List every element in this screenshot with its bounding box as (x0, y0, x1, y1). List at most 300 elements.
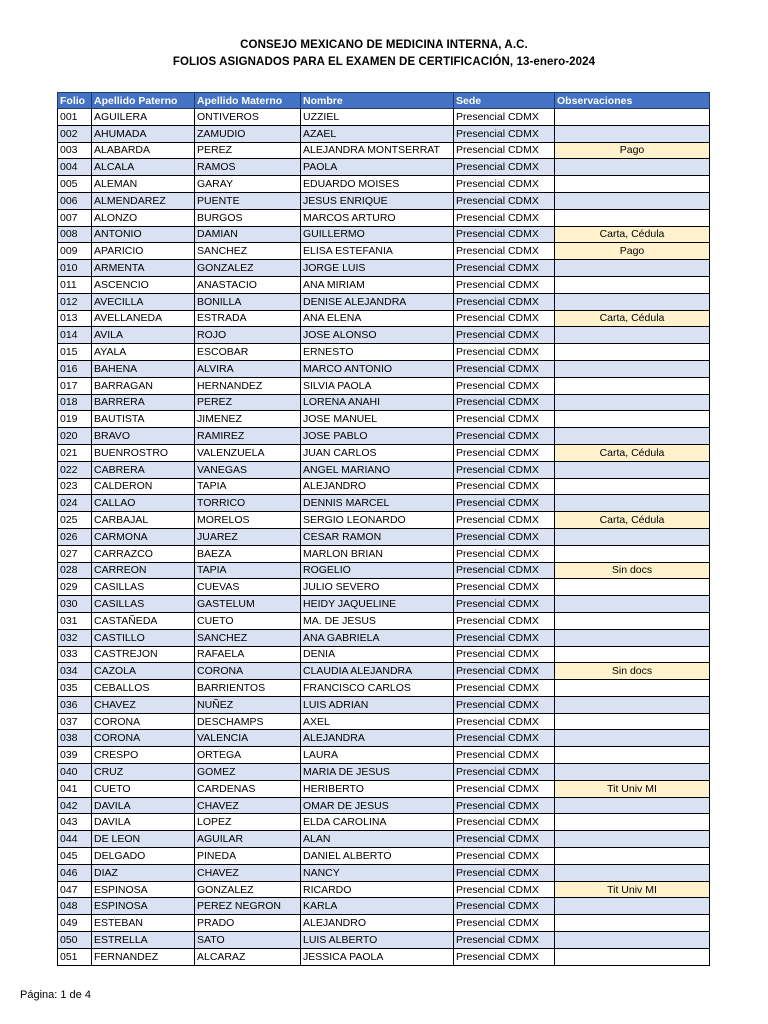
cell-apellido-paterno: CASTAÑEDA (92, 612, 195, 629)
cell-sede: Presencial CDMX (454, 142, 555, 159)
cell-apellido-paterno: ESTRELLA (92, 932, 195, 949)
cell-apellido-paterno: ALMENDAREZ (92, 192, 195, 209)
cell-sede: Presencial CDMX (454, 646, 555, 663)
cell-observaciones: Carta, Cédula (555, 310, 710, 327)
cell-apellido-materno: GOMEZ (195, 764, 301, 781)
cell-nombre: DENISE ALEJANDRA (301, 293, 454, 310)
cell-apellido-materno: CHAVEZ (195, 797, 301, 814)
cell-apellido-paterno: CORONA (92, 730, 195, 747)
cell-folio: 032 (58, 629, 92, 646)
cell-nombre: OMAR DE JESUS (301, 797, 454, 814)
cell-observaciones: Sin docs (555, 562, 710, 579)
cell-apellido-paterno: CRUZ (92, 764, 195, 781)
cell-observaciones (555, 428, 710, 445)
cell-observaciones (555, 293, 710, 310)
cell-observaciones (555, 646, 710, 663)
column-header-folio: Folio (58, 93, 92, 109)
table-row (58, 579, 710, 596)
cell-apellido-paterno: ALCALA (92, 159, 195, 176)
cell-observaciones (555, 109, 710, 126)
cell-observaciones (555, 848, 710, 865)
table-row (58, 360, 710, 377)
cell-nombre: JESSICA PAOLA (301, 948, 454, 965)
cell-apellido-materno: PEREZ (195, 142, 301, 159)
table-row (58, 915, 710, 932)
cell-apellido-materno: GARAY (195, 176, 301, 193)
cell-folio: 024 (58, 495, 92, 512)
cell-apellido-paterno: CAZOLA (92, 663, 195, 680)
cell-nombre: JUAN CARLOS (301, 444, 454, 461)
cell-nombre: ELISA ESTEFANIA (301, 243, 454, 260)
cell-nombre: MARLON BRIAN (301, 545, 454, 562)
cell-observaciones (555, 209, 710, 226)
cell-folio: 028 (58, 562, 92, 579)
column-header-apellido-paterno: Apellido Paterno (92, 93, 195, 109)
cell-apellido-paterno: AVELLANEDA (92, 310, 195, 327)
cell-apellido-paterno: CASTREJON (92, 646, 195, 663)
cell-sede: Presencial CDMX (454, 276, 555, 293)
table-row (58, 192, 710, 209)
cell-sede: Presencial CDMX (454, 814, 555, 831)
table-row (58, 243, 710, 260)
cell-nombre: PAOLA (301, 159, 454, 176)
cell-apellido-paterno: BARRERA (92, 394, 195, 411)
table-header-row (58, 93, 710, 109)
cell-sede: Presencial CDMX (454, 780, 555, 797)
cell-apellido-materno: GONZALEZ (195, 881, 301, 898)
cell-folio: 041 (58, 780, 92, 797)
cell-folio: 049 (58, 915, 92, 932)
cell-nombre: ALEJANDRA MONTSERRAT (301, 142, 454, 159)
cell-nombre: LORENA ANAHI (301, 394, 454, 411)
cell-apellido-paterno: ANTONIO (92, 226, 195, 243)
table-row (58, 797, 710, 814)
cell-observaciones: Carta, Cédula (555, 512, 710, 529)
table-row (58, 881, 710, 898)
cell-folio: 047 (58, 881, 92, 898)
cell-apellido-paterno: CARREON (92, 562, 195, 579)
cell-sede: Presencial CDMX (454, 747, 555, 764)
cell-sede: Presencial CDMX (454, 159, 555, 176)
cell-apellido-materno: MORELOS (195, 512, 301, 529)
cell-apellido-paterno: BARRAGAN (92, 377, 195, 394)
table-row (58, 344, 710, 361)
cell-nombre: ALEJANDRO (301, 478, 454, 495)
cell-folio: 027 (58, 545, 92, 562)
cell-observaciones (555, 915, 710, 932)
table-row (58, 125, 710, 142)
cell-folio: 011 (58, 276, 92, 293)
cell-apellido-paterno: ESTEBAN (92, 915, 195, 932)
cell-apellido-paterno: DELGADO (92, 848, 195, 865)
cell-observaciones: Pago (555, 243, 710, 260)
table-row (58, 109, 710, 126)
cell-apellido-materno: PRADO (195, 915, 301, 932)
table-row (58, 864, 710, 881)
cell-apellido-materno: VANEGAS (195, 461, 301, 478)
cell-sede: Presencial CDMX (454, 730, 555, 747)
cell-apellido-paterno: CUETO (92, 780, 195, 797)
cell-observaciones (555, 159, 710, 176)
cell-nombre: MARCOS ARTURO (301, 209, 454, 226)
cell-observaciones (555, 579, 710, 596)
cell-apellido-materno: BONILLA (195, 293, 301, 310)
cell-apellido-materno: ALCARAZ (195, 948, 301, 965)
cell-sede: Presencial CDMX (454, 831, 555, 848)
cell-observaciones (555, 680, 710, 697)
cell-folio: 031 (58, 612, 92, 629)
cell-nombre: LUIS ALBERTO (301, 932, 454, 949)
cell-folio: 020 (58, 428, 92, 445)
cell-sede: Presencial CDMX (454, 864, 555, 881)
cell-sede: Presencial CDMX (454, 360, 555, 377)
cell-sede: Presencial CDMX (454, 764, 555, 781)
cell-observaciones (555, 932, 710, 949)
cell-sede: Presencial CDMX (454, 444, 555, 461)
cell-sede: Presencial CDMX (454, 696, 555, 713)
cell-apellido-paterno: AVECILLA (92, 293, 195, 310)
table-row (58, 646, 710, 663)
cell-observaciones (555, 831, 710, 848)
cell-folio: 029 (58, 579, 92, 596)
cell-sede: Presencial CDMX (454, 125, 555, 142)
cell-sede: Presencial CDMX (454, 932, 555, 949)
table-row (58, 545, 710, 562)
cell-sede: Presencial CDMX (454, 528, 555, 545)
cell-apellido-materno: GASTELUM (195, 596, 301, 613)
cell-apellido-materno: HERNANDEZ (195, 377, 301, 394)
cell-apellido-materno: PEREZ (195, 394, 301, 411)
cell-nombre: ANA MIRIAM (301, 276, 454, 293)
cell-folio: 010 (58, 260, 92, 277)
cell-observaciones: Pago (555, 142, 710, 159)
cell-folio: 037 (58, 713, 92, 730)
cell-folio: 005 (58, 176, 92, 193)
cell-nombre: ANGEL MARIANO (301, 461, 454, 478)
table-row (58, 730, 710, 747)
cell-apellido-paterno: CASTILLO (92, 629, 195, 646)
cell-nombre: DENIA (301, 646, 454, 663)
column-header-sede: Sede (454, 93, 555, 109)
table-row (58, 276, 710, 293)
cell-sede: Presencial CDMX (454, 948, 555, 965)
cell-sede: Presencial CDMX (454, 545, 555, 562)
table-row (58, 394, 710, 411)
cell-observaciones (555, 864, 710, 881)
cell-sede: Presencial CDMX (454, 293, 555, 310)
cell-folio: 006 (58, 192, 92, 209)
cell-sede: Presencial CDMX (454, 898, 555, 915)
cell-folio: 014 (58, 327, 92, 344)
cell-observaciones (555, 528, 710, 545)
cell-sede: Presencial CDMX (454, 562, 555, 579)
cell-apellido-paterno: ARMENTA (92, 260, 195, 277)
cell-apellido-paterno: BRAVO (92, 428, 195, 445)
cell-apellido-paterno: BAHENA (92, 360, 195, 377)
cell-apellido-paterno: CARMONA (92, 528, 195, 545)
cell-apellido-materno: ROJO (195, 327, 301, 344)
cell-folio: 048 (58, 898, 92, 915)
cell-nombre: HEIDY JAQUELINE (301, 596, 454, 613)
cell-sede: Presencial CDMX (454, 461, 555, 478)
table-row (58, 444, 710, 461)
cell-nombre: JOSE ALONSO (301, 327, 454, 344)
cell-sede: Presencial CDMX (454, 478, 555, 495)
table-row (58, 696, 710, 713)
cell-apellido-materno: DAMIAN (195, 226, 301, 243)
cell-observaciones (555, 461, 710, 478)
cell-apellido-materno: ANASTACIO (195, 276, 301, 293)
cell-folio: 040 (58, 764, 92, 781)
cell-apellido-materno: CARDENAS (195, 780, 301, 797)
cell-folio: 009 (58, 243, 92, 260)
table-row (58, 293, 710, 310)
cell-apellido-paterno: ALONZO (92, 209, 195, 226)
cell-folio: 036 (58, 696, 92, 713)
cell-nombre: HERIBERTO (301, 780, 454, 797)
cell-observaciones (555, 344, 710, 361)
cell-folio: 017 (58, 377, 92, 394)
cell-apellido-materno: RAMIREZ (195, 428, 301, 445)
table-row (58, 495, 710, 512)
cell-observaciones: Carta, Cédula (555, 444, 710, 461)
cell-observaciones (555, 814, 710, 831)
cell-observaciones (555, 478, 710, 495)
cell-nombre: SILVIA PAOLA (301, 377, 454, 394)
cell-nombre: AXEL (301, 713, 454, 730)
table-row (58, 814, 710, 831)
table-row (58, 310, 710, 327)
cell-observaciones (555, 394, 710, 411)
cell-apellido-materno: PUENTE (195, 192, 301, 209)
cell-observaciones (555, 377, 710, 394)
cell-apellido-materno: JUAREZ (195, 528, 301, 545)
table-row (58, 377, 710, 394)
cell-observaciones (555, 192, 710, 209)
table-row (58, 680, 710, 697)
cell-observaciones (555, 764, 710, 781)
cell-folio: 015 (58, 344, 92, 361)
cell-nombre: ANA GABRIELA (301, 629, 454, 646)
cell-nombre: AZAEL (301, 125, 454, 142)
cell-apellido-materno: TAPIA (195, 562, 301, 579)
cell-nombre: JESUS ENRIQUE (301, 192, 454, 209)
cell-sede: Presencial CDMX (454, 915, 555, 932)
cell-sede: Presencial CDMX (454, 192, 555, 209)
cell-apellido-paterno: CARRAZCO (92, 545, 195, 562)
cell-sede: Presencial CDMX (454, 797, 555, 814)
cell-observaciones (555, 276, 710, 293)
cell-observaciones (555, 948, 710, 965)
cell-sede: Presencial CDMX (454, 579, 555, 596)
cell-observaciones: Sin docs (555, 663, 710, 680)
cell-sede: Presencial CDMX (454, 713, 555, 730)
cell-nombre: LAURA (301, 747, 454, 764)
cell-folio: 042 (58, 797, 92, 814)
cell-nombre: MARCO ANTONIO (301, 360, 454, 377)
cell-apellido-materno: TAPIA (195, 478, 301, 495)
cell-nombre: ALEJANDRA (301, 730, 454, 747)
cell-apellido-materno: ESCOBAR (195, 344, 301, 361)
cell-apellido-paterno: AYALA (92, 344, 195, 361)
cell-folio: 013 (58, 310, 92, 327)
document-subtitle: FOLIOS ASIGNADOS PARA EL EXAMEN DE CERTIFICACIÓN, 13-enero-2024 (172, 56, 596, 68)
table-row (58, 932, 710, 949)
cell-sede: Presencial CDMX (454, 495, 555, 512)
table-row (58, 663, 710, 680)
cell-apellido-materno: AGUILAR (195, 831, 301, 848)
cell-folio: 018 (58, 394, 92, 411)
cell-nombre: SERGIO LEONARDO (301, 512, 454, 529)
cell-nombre: JOSE MANUEL (301, 411, 454, 428)
cell-apellido-paterno: CALLAO (92, 495, 195, 512)
cell-folio: 030 (58, 596, 92, 613)
cell-apellido-materno: SANCHEZ (195, 243, 301, 260)
cell-sede: Presencial CDMX (454, 310, 555, 327)
cell-apellido-materno: LOPEZ (195, 814, 301, 831)
cell-apellido-paterno: CARBAJAL (92, 512, 195, 529)
cell-sede: Presencial CDMX (454, 428, 555, 445)
cell-sede: Presencial CDMX (454, 209, 555, 226)
cell-sede: Presencial CDMX (454, 663, 555, 680)
cell-apellido-materno: SATO (195, 932, 301, 949)
cell-sede: Presencial CDMX (454, 881, 555, 898)
cell-sede: Presencial CDMX (454, 109, 555, 126)
cell-apellido-paterno: DAVILA (92, 814, 195, 831)
cell-observaciones (555, 360, 710, 377)
cell-sede: Presencial CDMX (454, 394, 555, 411)
cell-folio: 050 (58, 932, 92, 949)
document-title: CONSEJO MEXICANO DE MEDICINA INTERNA, A.C. (240, 39, 528, 51)
cell-sede: Presencial CDMX (454, 596, 555, 613)
cell-apellido-paterno: FERNANDEZ (92, 948, 195, 965)
cell-observaciones (555, 747, 710, 764)
table-row (58, 780, 710, 797)
cell-nombre: ALEJANDRO (301, 915, 454, 932)
table-row (58, 848, 710, 865)
table-row (58, 327, 710, 344)
cell-apellido-paterno: CASILLAS (92, 579, 195, 596)
cell-folio: 044 (58, 831, 92, 848)
cell-apellido-materno: NUÑEZ (195, 696, 301, 713)
table-row (58, 948, 710, 965)
cell-nombre: MA. DE JESUS (301, 612, 454, 629)
cell-folio: 035 (58, 680, 92, 697)
table-row (58, 176, 710, 193)
cell-nombre: MARIA DE JESUS (301, 764, 454, 781)
cell-apellido-paterno: CEBALLOS (92, 680, 195, 697)
table-row (58, 831, 710, 848)
cell-apellido-paterno: BAUTISTA (92, 411, 195, 428)
cell-apellido-paterno: ALEMAN (92, 176, 195, 193)
cell-apellido-materno: ZAMUDIO (195, 125, 301, 142)
cell-apellido-materno: CORONA (195, 663, 301, 680)
cell-sede: Presencial CDMX (454, 848, 555, 865)
cell-folio: 025 (58, 512, 92, 529)
cell-nombre: CLAUDIA ALEJANDRA (301, 663, 454, 680)
cell-sede: Presencial CDMX (454, 260, 555, 277)
cell-apellido-paterno: DAVILA (92, 797, 195, 814)
cell-observaciones (555, 898, 710, 915)
cell-folio: 022 (58, 461, 92, 478)
cell-folio: 016 (58, 360, 92, 377)
table-row (58, 562, 710, 579)
table-row (58, 612, 710, 629)
cell-folio: 023 (58, 478, 92, 495)
cell-folio: 008 (58, 226, 92, 243)
cell-folio: 034 (58, 663, 92, 680)
cell-folio: 039 (58, 747, 92, 764)
cell-sede: Presencial CDMX (454, 226, 555, 243)
cell-nombre: DANIEL ALBERTO (301, 848, 454, 865)
cell-observaciones (555, 327, 710, 344)
cell-apellido-paterno: APARICIO (92, 243, 195, 260)
table-row (58, 209, 710, 226)
cell-folio: 021 (58, 444, 92, 461)
cell-observaciones: Tit Univ MI (555, 881, 710, 898)
table-row (58, 898, 710, 915)
cell-observaciones (555, 176, 710, 193)
cell-apellido-materno: JIMENEZ (195, 411, 301, 428)
table-row (58, 764, 710, 781)
table-row (58, 512, 710, 529)
cell-apellido-paterno: AVILA (92, 327, 195, 344)
cell-sede: Presencial CDMX (454, 344, 555, 361)
cell-observaciones (555, 260, 710, 277)
cell-apellido-paterno: ESPINOSA (92, 881, 195, 898)
cell-nombre: ERNESTO (301, 344, 454, 361)
cell-folio: 012 (58, 293, 92, 310)
cell-apellido-materno: DESCHAMPS (195, 713, 301, 730)
cell-sede: Presencial CDMX (454, 680, 555, 697)
cell-apellido-materno: GONZALEZ (195, 260, 301, 277)
folios-table (57, 92, 710, 966)
cell-nombre: ROGELIO (301, 562, 454, 579)
cell-nombre: FRANCISCO CARLOS (301, 680, 454, 697)
table-row (58, 428, 710, 445)
table-row (58, 747, 710, 764)
cell-apellido-paterno: CALDERON (92, 478, 195, 495)
cell-nombre: UZZIEL (301, 109, 454, 126)
cell-observaciones (555, 713, 710, 730)
cell-apellido-paterno: DIAZ (92, 864, 195, 881)
cell-observaciones (555, 545, 710, 562)
cell-apellido-materno: BURGOS (195, 209, 301, 226)
cell-apellido-paterno: CHAVEZ (92, 696, 195, 713)
cell-apellido-materno: PEREZ NEGRON (195, 898, 301, 915)
table-row (58, 260, 710, 277)
cell-folio: 051 (58, 948, 92, 965)
cell-folio: 033 (58, 646, 92, 663)
cell-apellido-paterno: ESPINOSA (92, 898, 195, 915)
cell-apellido-paterno: AGUILERA (92, 109, 195, 126)
cell-nombre: RICARDO (301, 881, 454, 898)
table-row (58, 411, 710, 428)
cell-nombre: JOSE PABLO (301, 428, 454, 445)
cell-sede: Presencial CDMX (454, 176, 555, 193)
cell-apellido-paterno: DE LEON (92, 831, 195, 848)
column-header-apellido-materno: Apellido Materno (195, 93, 301, 109)
column-header-observaciones: Observaciones (555, 93, 710, 109)
cell-apellido-materno: CUETO (195, 612, 301, 629)
cell-observaciones (555, 495, 710, 512)
cell-nombre: EDUARDO MOISES (301, 176, 454, 193)
cell-sede: Presencial CDMX (454, 612, 555, 629)
table-row (58, 713, 710, 730)
cell-apellido-materno: SANCHEZ (195, 629, 301, 646)
cell-observaciones: Tit Univ MI (555, 780, 710, 797)
table-row (58, 159, 710, 176)
